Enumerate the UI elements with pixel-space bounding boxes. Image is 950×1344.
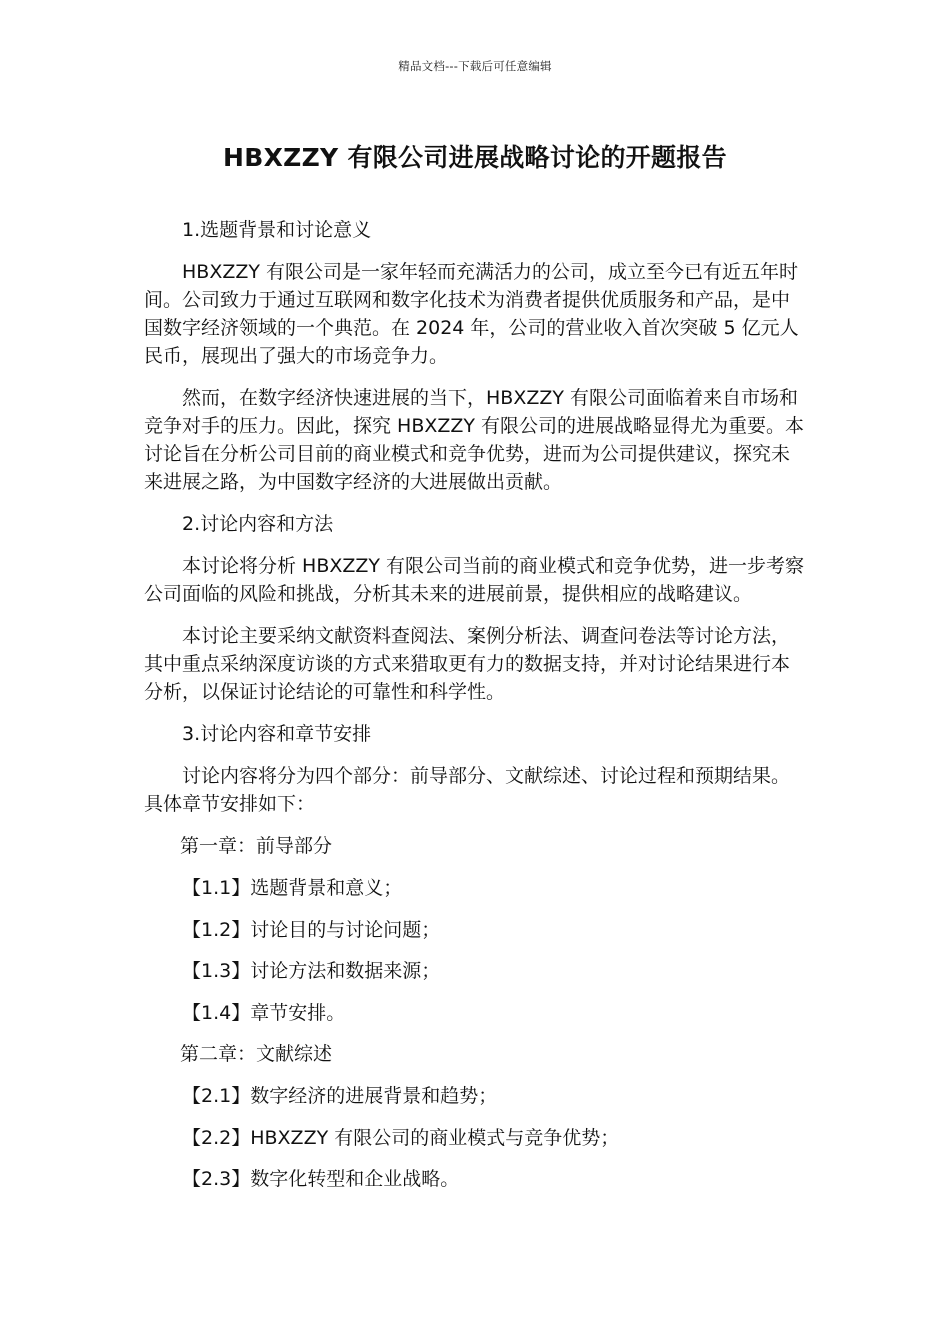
- chapter-item: 【1.3】讨论方法和数据来源；: [182, 960, 441, 982]
- chapter-item: 【2.2】HBXZZY 有限公司的商业模式与竞争优势；: [182, 1126, 620, 1149]
- chapter-heading: 第二章：文献综述: [180, 1043, 333, 1065]
- paragraph: 本讨论主要采纳文献资料查阅法、案例分析法、调查问卷法等讨论方法，其中重点采纳深度访谈的方式来猎取更有力的数据支持，并对讨论结果进行本分析，以保证讨论结论的可靠性和科学性。: [144, 625, 791, 703]
- chapter-item: 【2.3】数字化转型和企业战略。: [182, 1168, 460, 1190]
- paragraph: 本讨论将分析 HBXZZY 有限公司当前的商业模式和竞争优势，进一步考察公司面临的风险和挑战，分析其未来的进展前景，提供相应的战略建议。: [144, 555, 805, 605]
- section-heading: 3.讨论内容和章节安排: [182, 723, 372, 745]
- section-heading: 2.讨论内容和方法: [182, 513, 334, 535]
- header-note: 精品文档---下载后可任意编辑: [398, 59, 552, 73]
- paragraph: 讨论内容将分为四个部分：前导部分、文献综述、讨论过程和预期结果。具体章节安排如下：: [144, 765, 791, 815]
- paragraph: HBXZZY 有限公司是一家年轻而充满活力的公司，成立至今已有近五年时间。公司致力于通过互联网和数字化技术为消费者提供优质服务和产品，是中国数字经济领域的一个典范。在 2024 年，公司的营业收入首次突破 5 亿元人民币，展现出了强大的市场竞争力。: [144, 261, 799, 367]
- section-heading: 1.选题背景和讨论意义: [182, 219, 372, 241]
- chapter-heading: 第一章：前导部分: [180, 835, 333, 857]
- paragraph: 然而，在数字经济快速进展的当下，HBXZZY 有限公司面临着来自市场和竞争对手的压力。因此，探究 HBXZZY 有限公司的进展战略显得尤为重要。本讨论旨在分析公司目前的商业模式和竞争优势，进而为公司提供建议，探究未来进展之路，为中国数字经济的大进展做出贡献。: [144, 387, 805, 493]
- document-body: [144, 216, 808, 1207]
- chapter-item: 【2.1】数字经济的进展背景和趋势；: [182, 1085, 498, 1107]
- chapter-item: 【1.4】章节安排。: [182, 1001, 346, 1024]
- chapter-item: 【1.2】讨论目的与讨论问题；: [182, 918, 441, 941]
- chapter-item: 【1.1】选题背景和意义；: [182, 877, 403, 899]
- document-title: HBXZZY 有限公司进展战略讨论的开题报告: [223, 143, 727, 172]
